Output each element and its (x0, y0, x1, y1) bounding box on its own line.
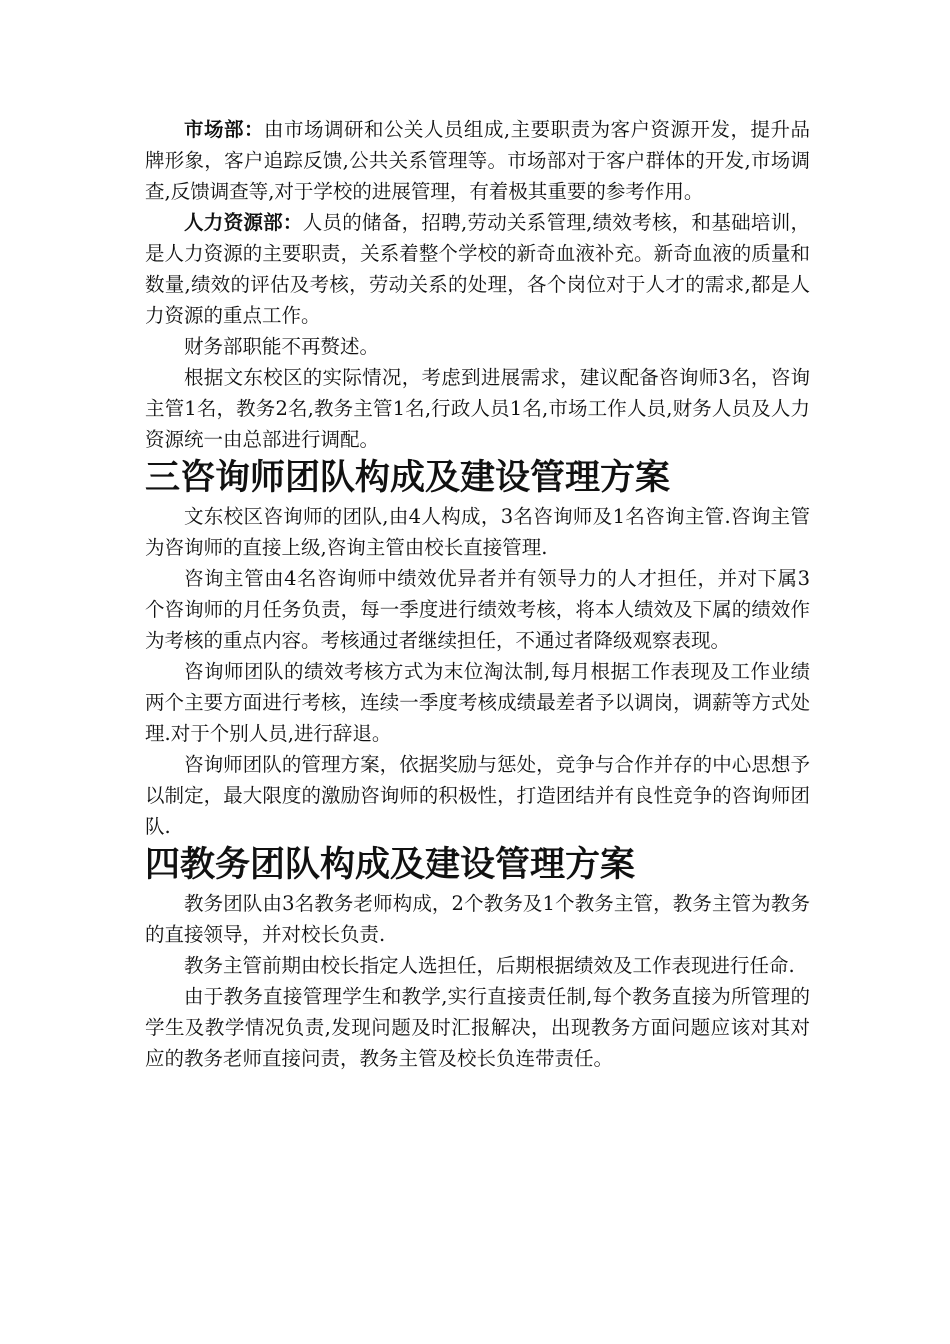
paragraph: 教务主管前期由校长指定人选担任，后期根据绩效及工作表现进行任命. (184, 954, 795, 977)
paragraph-staffing (145, 362, 810, 455)
paragraph: 教务团队由3名教务老师构成，2个教务及1个教务主管，教务主管为教务的直接领导，并对校长负责. (145, 892, 810, 946)
section-heading: 三咨询师团队构成及建设管理方案 (145, 457, 671, 498)
paragraph: 由于教务直接管理学生和教学,实行直接责任制,每个教务直接为所管理的学生及教学情况负责,发现问题及时汇报解决，出现教务方面问题应该对其对应的教务老师直接问责，教务主管及校长负连带责任。 (145, 985, 810, 1070)
paragraph-lead: 市场部： (184, 118, 264, 141)
paragraph: 咨询师团队的管理方案，依据奖励与惩处，竞争与合作并存的中心思想予以制定，最大限度的激励咨询师的积极性，打造团结并有良性竞争的咨询师团队. (145, 753, 810, 838)
paragraph-text: 根据文东校区的实际情况，考虑到进展需求，建议配备咨询师3名，咨询主管1名，教务2名,教务主管1名,行政人员1名,市场工作人员,财务人员及人力资源统一由总部进行调配。 (145, 366, 810, 451)
paragraph-market-dept (145, 114, 810, 207)
paragraph-finance-dept (145, 331, 810, 362)
page-content (145, 114, 810, 1074)
paragraph: 咨询主管由4名咨询师中绩效优异者并有领导力的人才担任，并对下属3个咨询师的月任务负责，每一季度进行绩效考核，将本人绩效及下属的绩效作为考核的重点内容。考核通过者继续担任，不通过者降级观察表现。 (145, 567, 810, 652)
paragraph-lead: 人力资源部： (184, 211, 303, 234)
paragraph: 文东校区咨询师的团队,由4人构成，3名咨询师及1名咨询主管.咨询主管为咨询师的直接上级,咨询主管由校长直接管理. (145, 505, 810, 559)
paragraph: 咨询师团队的绩效考核方式为末位淘汰制,每月根据工作表现及工作业绩两个主要方面进行考核，连续一季度考核成绩最差者予以调岗，调薪等方式处理.对于个别人员,进行辞退。 (145, 660, 810, 745)
paragraph-text: 由市场调研和公关人员组成,主要职责为客户资源开发，提升品牌形象，客户追踪反馈,公共关系管理等。市场部对于客户群体的开发,市场调查,反馈调查等,对于学校的进展管理，有着极其重要的参考作用。 (145, 118, 810, 203)
paragraph-text: 财务部职能不再赘述。 (184, 335, 380, 358)
paragraph-hr-dept (145, 207, 810, 331)
section-heading: 四教务团队构成及建设管理方案 (145, 844, 636, 885)
paragraph-text: 人员的储备，招聘,劳动关系管理,绩效考核，和基础培训，是人力资源的主要职责，关系着整个学校的新奇血液补充。新奇血液的质量和数量,绩效的评估及考核，劳动关系的处理，各个岗位对于人才的需求,都是人力资源的重点工作。 (145, 211, 810, 327)
